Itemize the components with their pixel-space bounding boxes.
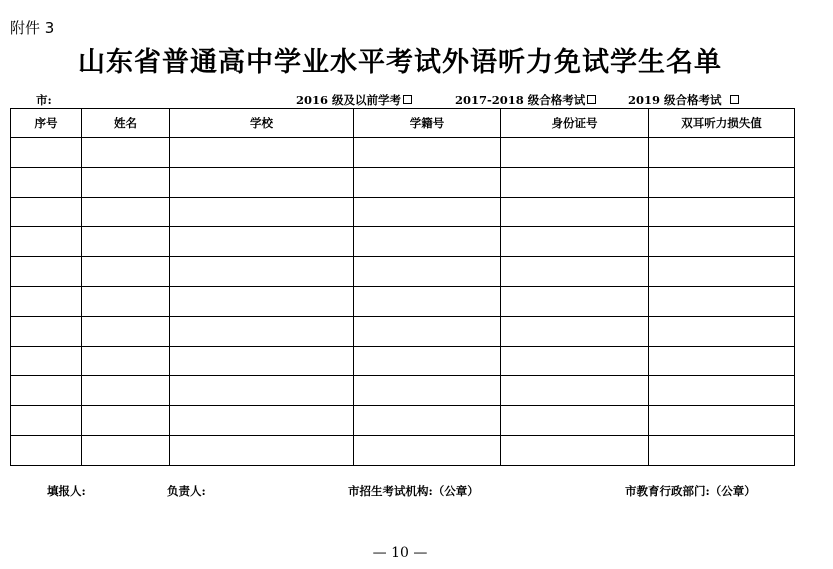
responsible-person-label: 负责人: [167,484,206,498]
column-header-id-card: 身份证号 [501,109,649,138]
option-2017-2018-label: 2017-2018 级合格考试 [455,93,586,107]
table-row [11,286,795,316]
table-cell[interactable] [170,167,354,197]
city-label: 市: [36,93,52,107]
table-cell[interactable] [354,167,501,197]
table-cell[interactable] [649,316,795,346]
table-cell[interactable] [11,346,82,376]
table-cell[interactable] [11,286,82,316]
attachment-label: 附件 3 [10,19,55,37]
table-cell[interactable] [354,138,501,168]
column-header-student-id: 学籍号 [354,109,501,138]
table-cell[interactable] [354,257,501,287]
table-cell[interactable] [82,138,170,168]
table-cell[interactable] [11,197,82,227]
table-cell[interactable] [11,227,82,257]
checkbox-2016-and-earlier[interactable] [403,95,412,104]
table-cell[interactable] [649,227,795,257]
table-cell[interactable] [82,257,170,287]
table-cell[interactable] [649,167,795,197]
table-cell[interactable] [649,257,795,287]
table-row [11,376,795,406]
table-cell[interactable] [501,227,649,257]
table-cell[interactable] [354,316,501,346]
table-row [11,435,795,465]
table-cell[interactable] [11,435,82,465]
table-cell[interactable] [82,197,170,227]
table-cell[interactable] [649,197,795,227]
table-row [11,406,795,436]
table-cell[interactable] [82,286,170,316]
option-2019-label: 2019 级合格考试 [628,93,722,107]
table-cell[interactable] [354,406,501,436]
table-cell[interactable] [649,435,795,465]
page-number: — 10 — [372,545,428,561]
table-cell[interactable] [82,227,170,257]
table-cell[interactable] [11,316,82,346]
table-row [11,257,795,287]
table-cell[interactable] [11,406,82,436]
table-cell[interactable] [82,346,170,376]
table-cell[interactable] [501,286,649,316]
checkbox-2019[interactable] [730,95,739,104]
option-2019 [628,92,739,108]
table-cell[interactable] [501,167,649,197]
table-cell[interactable] [170,406,354,436]
table-cell[interactable] [501,346,649,376]
column-header-serial: 序号 [11,109,82,138]
table-cell[interactable] [82,406,170,436]
exam-agency-seal-label: 市招生考试机构:（公章） [348,484,479,498]
table-cell[interactable] [170,435,354,465]
column-header-name: 姓名 [82,109,170,138]
table-cell[interactable] [170,376,354,406]
table-header-row [11,109,795,138]
table-cell[interactable] [170,346,354,376]
table-body [11,138,795,466]
table-cell[interactable] [11,376,82,406]
table-cell[interactable] [11,138,82,168]
table-row [11,346,795,376]
table-cell[interactable] [354,346,501,376]
education-dept-seal-label: 市教育行政部门:（公章） [625,484,756,498]
column-header-school: 学校 [170,109,354,138]
table-cell[interactable] [170,286,354,316]
filler-label: 填报人: [47,484,86,498]
table-cell[interactable] [170,227,354,257]
table-cell[interactable] [649,346,795,376]
column-header-hearing-loss: 双耳听力损失值 [649,109,795,138]
option-2016-label: 2016 级及以前学考 [296,93,402,107]
table-cell[interactable] [11,167,82,197]
table-row [11,316,795,346]
table-cell[interactable] [501,257,649,287]
table-cell[interactable] [354,227,501,257]
table-cell[interactable] [501,197,649,227]
table-cell[interactable] [82,316,170,346]
table-cell[interactable] [501,376,649,406]
table-cell[interactable] [354,197,501,227]
table-cell[interactable] [354,286,501,316]
table-cell[interactable] [170,257,354,287]
option-2017-2018 [455,92,596,108]
table-cell[interactable] [170,316,354,346]
table-cell[interactable] [354,376,501,406]
table-cell[interactable] [82,167,170,197]
table-cell[interactable] [170,138,354,168]
table-cell[interactable] [649,376,795,406]
table-cell[interactable] [82,435,170,465]
table-cell[interactable] [501,138,649,168]
table-cell[interactable] [649,286,795,316]
table-cell[interactable] [501,435,649,465]
checkbox-2017-2018[interactable] [587,95,596,104]
table-cell[interactable] [170,197,354,227]
table-row [11,197,795,227]
table-cell[interactable] [82,376,170,406]
table-cell[interactable] [501,316,649,346]
document-title: 山东省普通高中学业水平考试外语听力免试学生名单 [78,47,722,78]
table-cell[interactable] [649,406,795,436]
table-cell[interactable] [11,257,82,287]
table-row [11,138,795,168]
table-row [11,227,795,257]
table-cell[interactable] [354,435,501,465]
table-cell[interactable] [649,138,795,168]
option-2016-and-earlier [296,92,412,108]
student-roster-table [10,108,795,466]
table-cell[interactable] [501,406,649,436]
table-row [11,167,795,197]
